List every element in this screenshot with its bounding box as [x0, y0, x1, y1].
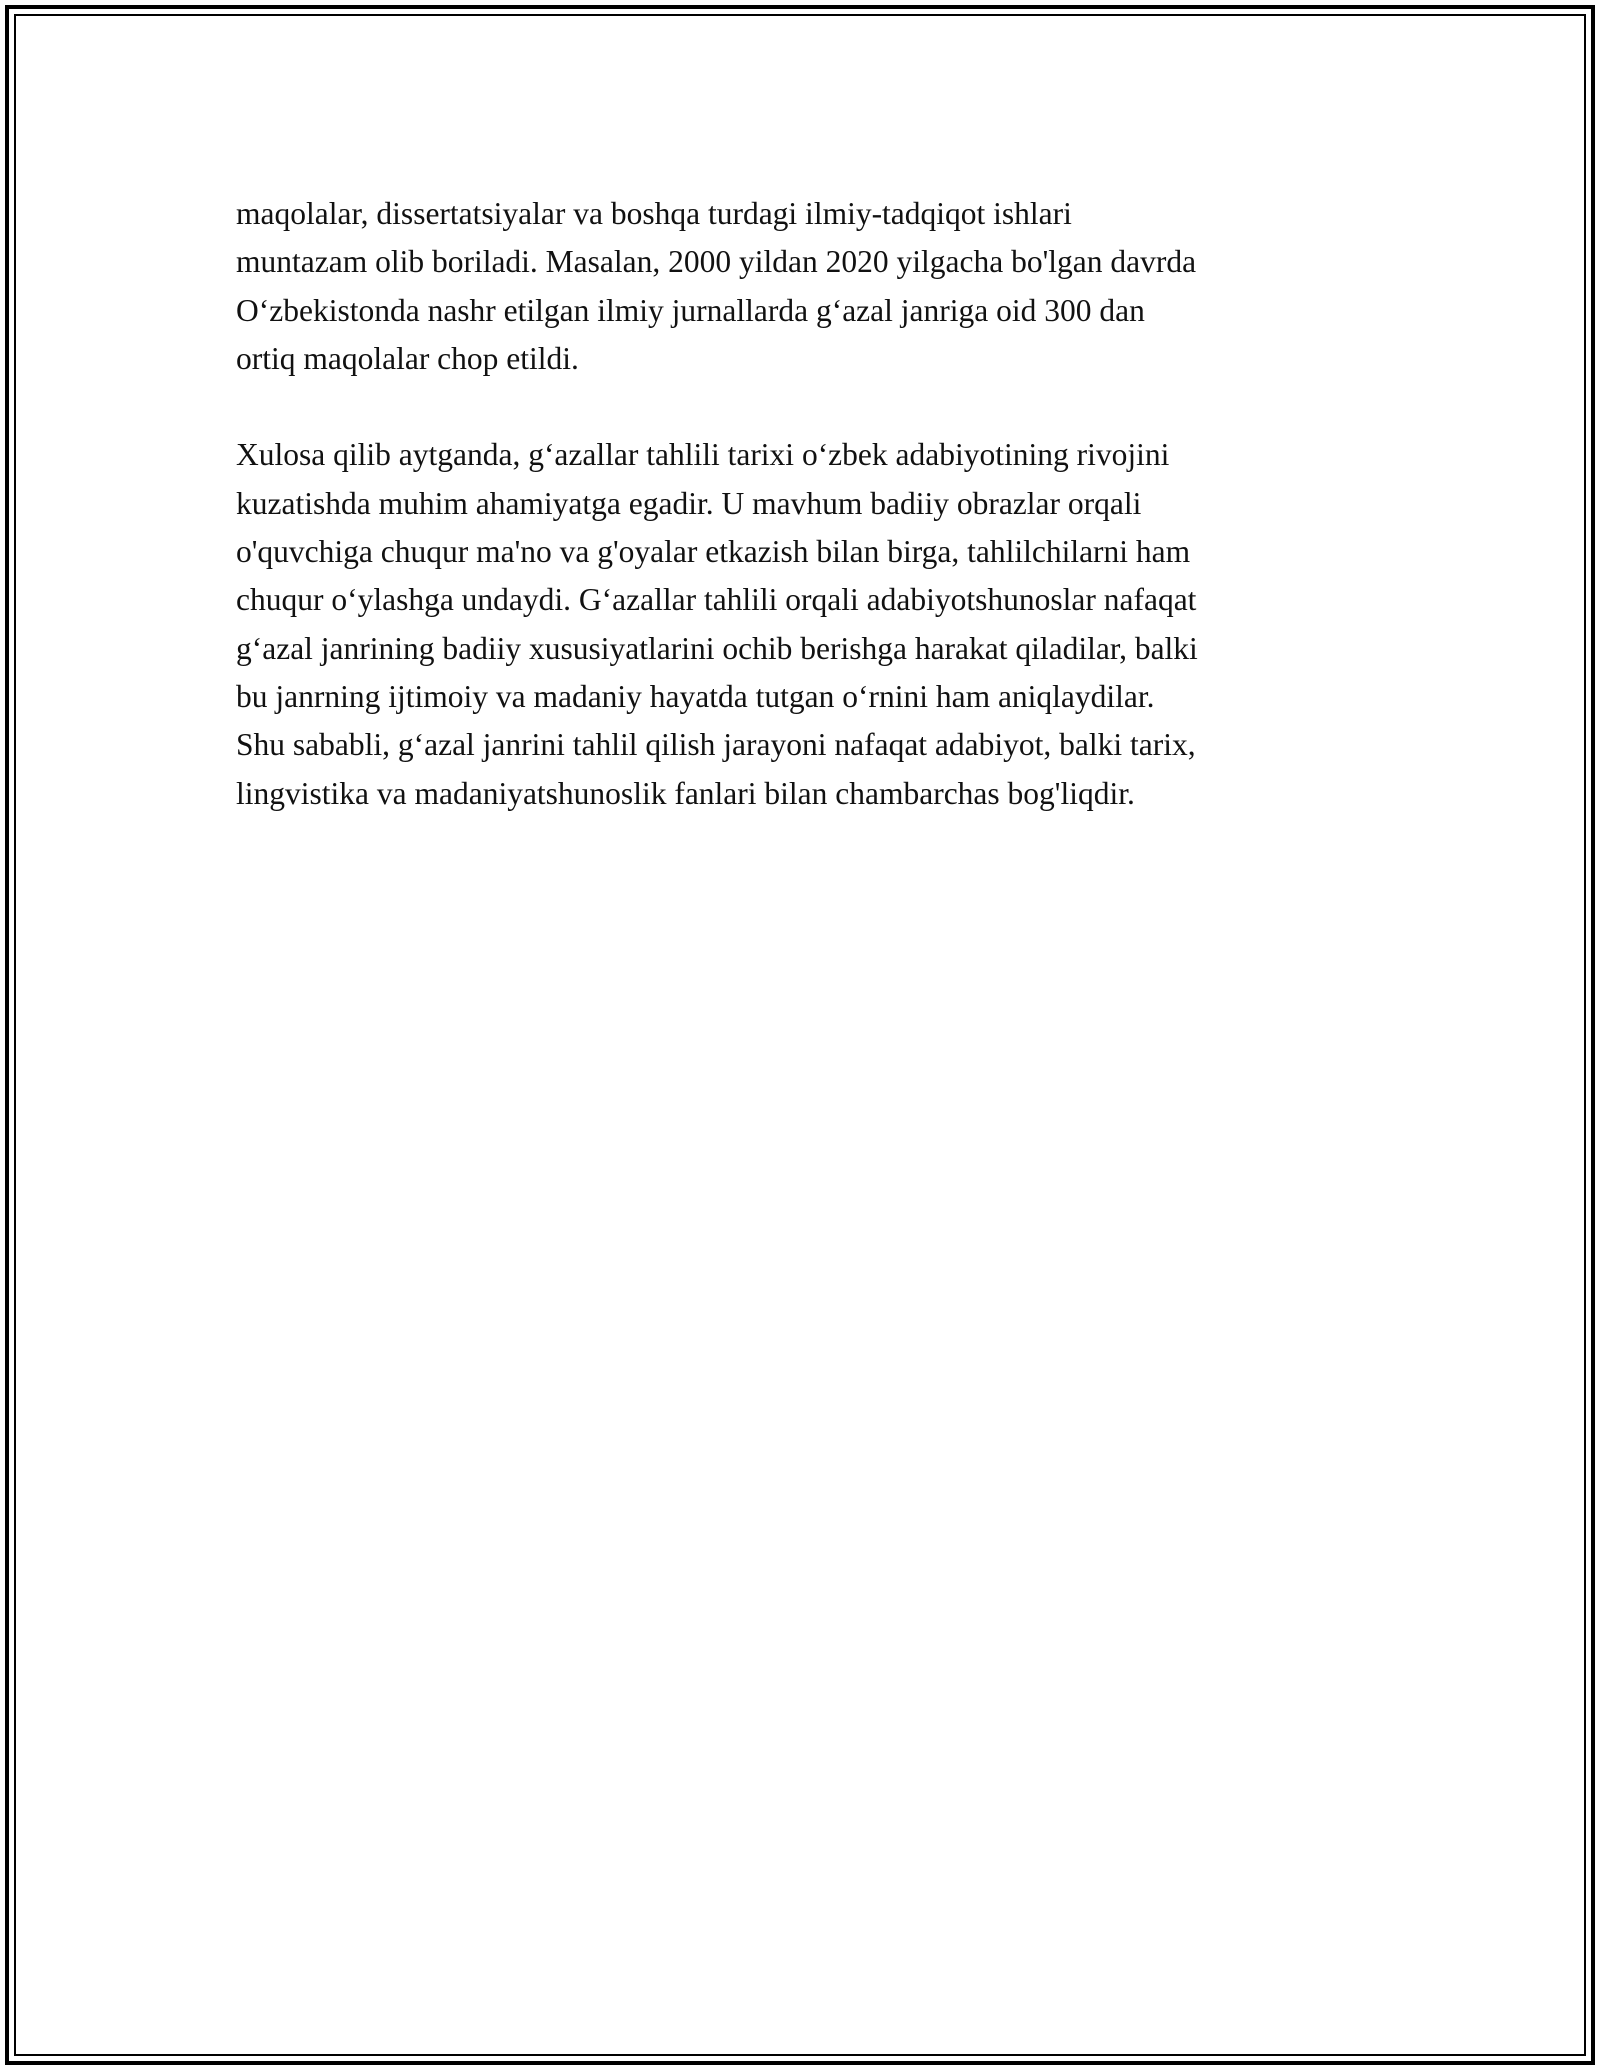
text-line: ortiq maqolalar chop etildi.	[236, 340, 579, 376]
text-line: o'quvchiga chuqur ma'no va g'oyalar etkazish bilan birga, tahlilchilarni ham	[236, 534, 1191, 570]
text-line: kuzatishda muhim ahamiyatga egadir. U mavhum badiiy obrazlar orqali	[236, 485, 1142, 521]
text-line: lingvistika va madaniyatshunoslik fanlari bilan chambarchas bog'liqdir.	[236, 775, 1135, 811]
text-line: chuqur o‘ylashga undaydi. G‘azallar tahlili orqali adabiyotshunoslar nafaqat	[236, 582, 1197, 618]
paragraph-conclusion	[236, 431, 1366, 817]
text-line: muntazam olib boriladi. Masalan, 2000 yildan 2020 yilgacha bo'lgan davrda	[236, 244, 1197, 280]
text-line: Shu sababli, g‘azal janrini tahlil qilish jarayoni nafaqat adabiyot, balki tarix,	[236, 727, 1196, 763]
text-line: O‘zbekistonda nashr etilgan ilmiy jurnallarda g‘azal janriga oid 300 dan	[236, 292, 1145, 328]
document-body	[236, 190, 1366, 866]
text-line: Xulosa qilib aytganda, g‘azallar tahlili tarixi o‘zbek adabiyotining rivojini	[236, 437, 1170, 473]
text-line: bu janrning ijtimoiy va madaniy hayatda tutgan o‘rnini ham aniqlaydilar.	[236, 678, 1155, 714]
text-line: maqolalar, dissertatsiyalar va boshqa turdagi ilmiy-tadqiqot ishlari	[236, 196, 1072, 231]
text-line: g‘azal janrining badiiy xususiyatlarini ochib berishga harakat qiladilar, balki	[236, 630, 1198, 666]
paragraph-research-works	[236, 190, 1366, 383]
